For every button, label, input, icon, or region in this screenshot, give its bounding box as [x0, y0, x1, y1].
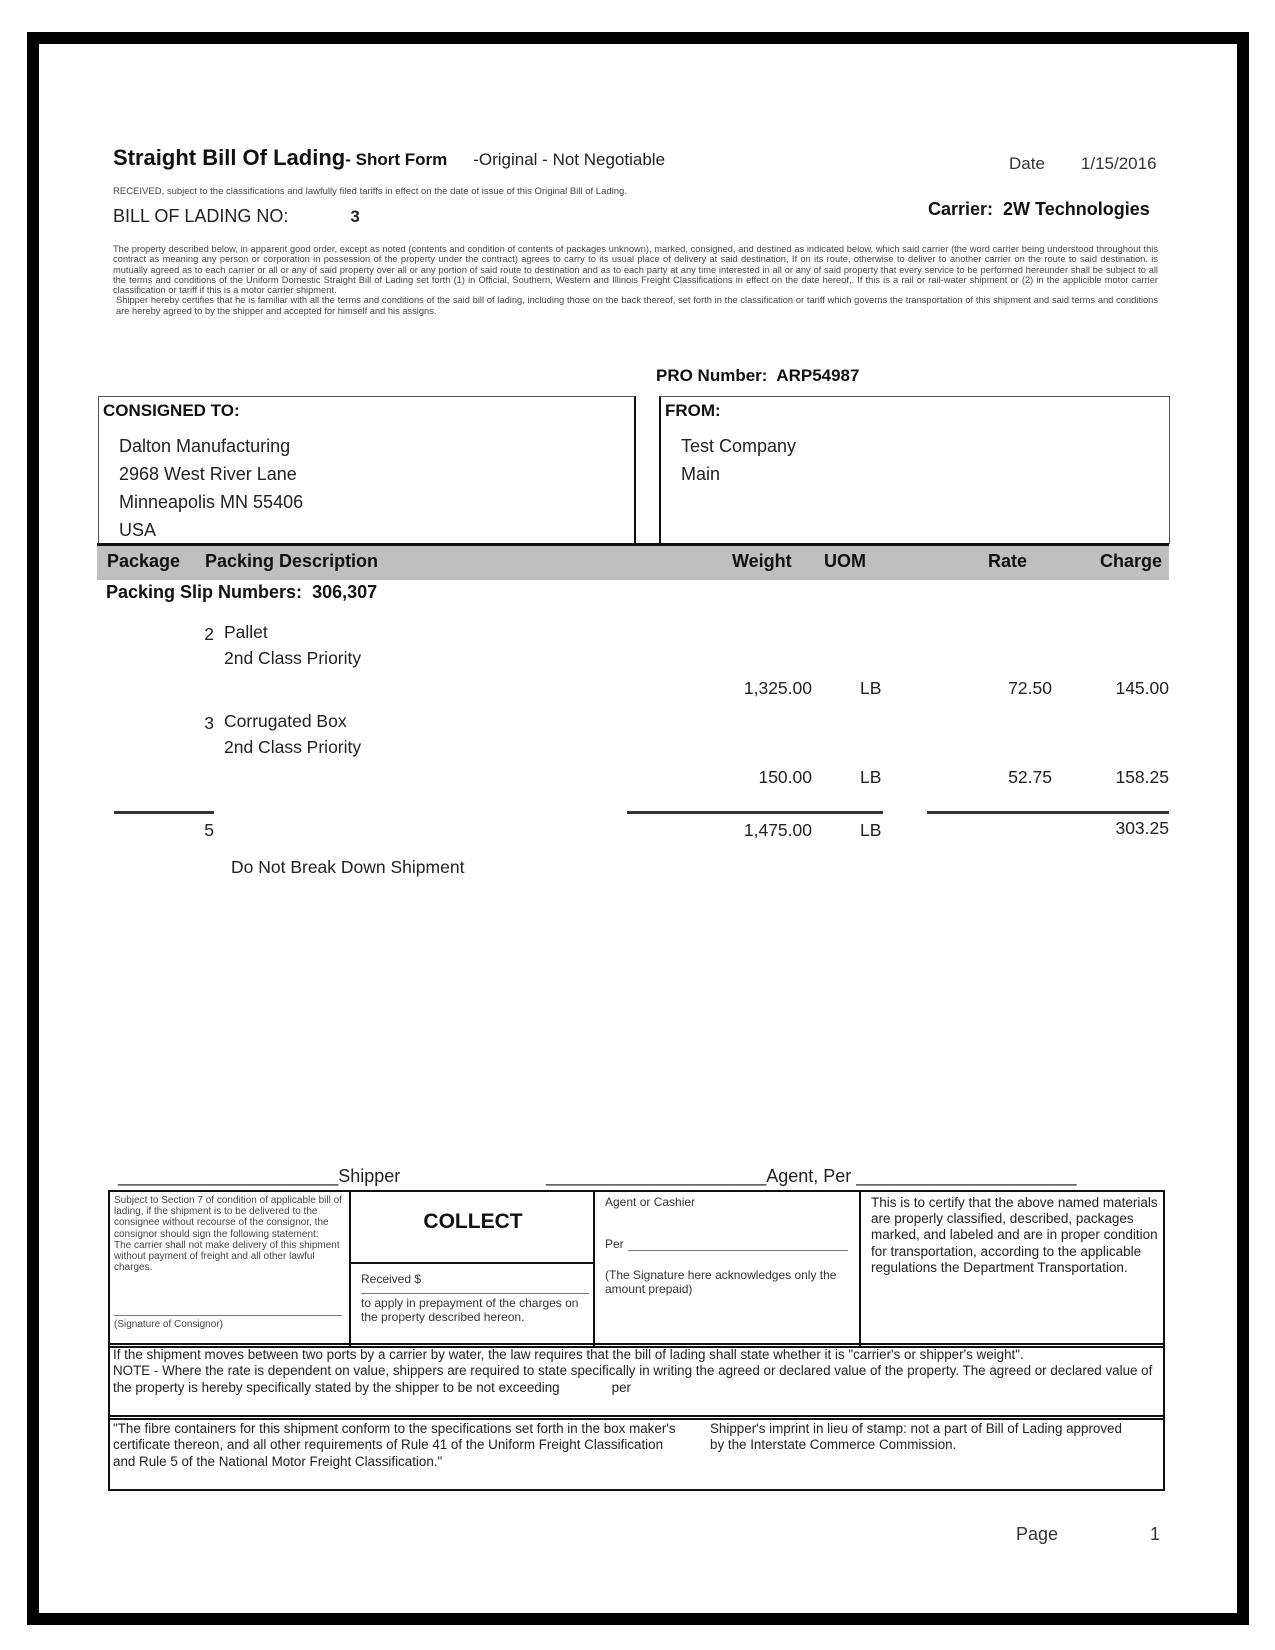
original-note: -Original - Not Negotiable — [473, 150, 666, 169]
bol-number: BILL OF LADING NO: 3 — [113, 206, 360, 226]
per-label: Per — [605, 1237, 624, 1251]
total-qty: 5 — [204, 820, 214, 840]
row-rate: 52.75 — [1008, 767, 1052, 787]
total-rule — [114, 811, 214, 814]
received-text: RECEIVED, subject to the classifications and lawfully filed tariffs in effect on the date of issue of this Original Bill of Lading. — [113, 186, 627, 197]
consignee-street: 2968 West River Lane — [119, 464, 297, 484]
carrier: Carrier: 2W Technologies — [928, 199, 1150, 219]
certification-text: This is to certify that the above named materials are properly classified, described, packages marked, and labeled and are in proper condition for transportation, according to the applicable regulations the Department Transportation. — [871, 1195, 1158, 1275]
agent-signature-line: ______________________Agent, Per ______________________ — [546, 1166, 1077, 1186]
row-charge: 145.00 — [1115, 678, 1169, 698]
total-uom: LB — [860, 820, 882, 840]
pro-number: PRO Number: ARP54987 — [656, 366, 860, 385]
consignor-signature-label: (Signature of Consignor) — [114, 1319, 223, 1330]
row-class: 2nd Class Priority — [224, 737, 362, 757]
row-qty: 3 — [204, 713, 214, 733]
collect-label: COLLECT — [423, 1210, 523, 1233]
total-rule — [627, 811, 883, 814]
row-rate: 72.50 — [1008, 678, 1052, 698]
special-instructions: Do Not Break Down Shipment — [231, 857, 465, 877]
row-qty: 2 — [204, 624, 214, 644]
received-amount: Received $ — [361, 1272, 422, 1286]
consignor-signature-field — [114, 1315, 342, 1316]
row-description: Corrugated Box — [224, 711, 347, 731]
prepaid-ack: (The Signature here acknowledges only the amount prepaid) — [605, 1268, 837, 1296]
table-header: Package Packing Description Weight UOM Rate Charge — [97, 543, 1169, 580]
agent-signature-field — [628, 1250, 848, 1251]
row-description: Pallet — [224, 622, 268, 642]
total-weight: 1,475.00 — [743, 820, 812, 840]
row-weight: 150.00 — [758, 767, 812, 787]
total-charge: 303.25 — [1115, 818, 1169, 838]
shipper-name: Test Company — [681, 436, 797, 456]
value-declaration: If the shipment moves between two ports by a carrier by water, the law requires that the bill of lading shall state whether it is "carrier's or shipper's weight". NOTE - Where the rate is dependent on value, shippers are required to state specifically in writing the agreed or declared value of the property. The agreed or declared value of the property is hereby specifically stated by the shipper to be not exceeding per — [113, 1347, 1153, 1395]
document-title: Straight Bill Of Lading- Short Form -Original - Not Negotiable — [113, 145, 666, 170]
agent-cashier-label: Agent or Cashier — [605, 1195, 696, 1209]
from-box: FROM: Test Company Main — [659, 396, 1170, 544]
total-rule — [927, 811, 1169, 814]
packing-slip-numbers: Packing Slip Numbers: 306,307 — [106, 582, 378, 602]
prepayment-text: to apply in prepayment of the charges on the property described hereon. — [361, 1296, 579, 1324]
page-number: Page 1 — [1016, 1524, 1161, 1544]
row-charge: 158.25 — [1115, 767, 1169, 787]
section7-text: Subject to Section 7 of condition of applicable bill of lading, if the shipment is to be delivered to the consignee without recourse of the consignor, the consignor should sign the following statement: The carrier shall not make delivery of this shipment without payment of freight and all other lawful charges. — [114, 1195, 342, 1274]
fibre-container-statement: "The fibre containers for this shipment conform to the specifications set forth in the box maker's certificate thereon, and all other requirements of Rule 41 of the Uniform Freight Classification and Rule 5 of the National Motor Freight Classification." — [113, 1421, 676, 1469]
consignee-name: Dalton Manufacturing — [119, 436, 291, 456]
consignee-country: USA — [119, 520, 157, 540]
row-class: 2nd Class Priority — [224, 648, 362, 668]
consignee-city: Minneapolis MN 55406 — [119, 492, 304, 512]
shipper-imprint: Shipper's imprint in lieu of stamp: not a part of Bill of Lading approved by the Interstate Commerce Commission. — [710, 1421, 1122, 1453]
row-uom: LB — [860, 767, 882, 787]
row-weight: 1,325.00 — [743, 678, 812, 698]
date: Date 1/15/2016 — [1009, 154, 1157, 173]
consigned-to-box: CONSIGNED TO: Dalton Manufacturing 2968 West River Lane Minneapolis MN 55406 USA — [98, 396, 636, 544]
row-uom: LB — [860, 678, 882, 698]
shipper-location: Main — [681, 464, 721, 484]
shipper-signature-line: ______________________Shipper — [118, 1166, 401, 1186]
legal-terms: The property described below, in apparent good order, except as noted (contents and condition of contents of packages unknown), marked, consigned, and destined as indicated below, which said carrier (the word carrier being understood throughout this contract as meaning any person or corporation in possession of the property under the contract) agrees to carry to its usual place of delivery at said destination, If on its route, otherwise to deliver to another carrier on the route to said destination. is mutually agreed as to each carrier or all or any of said property over all or any portion of said route to destination and as to each party at any time interested in all or any of said property that every service to be performed hereunder shall be subject to all the terms and conditions of the Uniform Domestic Straight Bill of Lading set forth (1) in Official, Southern, Western and Illinois Freight Classifications in effect on the date hereof,. If this is a rail or rail-water shipment or (2) in the applicible motor carrier classification or tariff if this is a motor carrier shipment. Shipper hereby certifies that he is familiar with all the terms and conditions of the said bill of lading, including those on the back thereof, set forth in the classification or tariff which governs the transportation of this shipment and said terms and conditions are hereby agreed to by the shipper and accepted for himself and his assigns. — [113, 244, 1158, 316]
